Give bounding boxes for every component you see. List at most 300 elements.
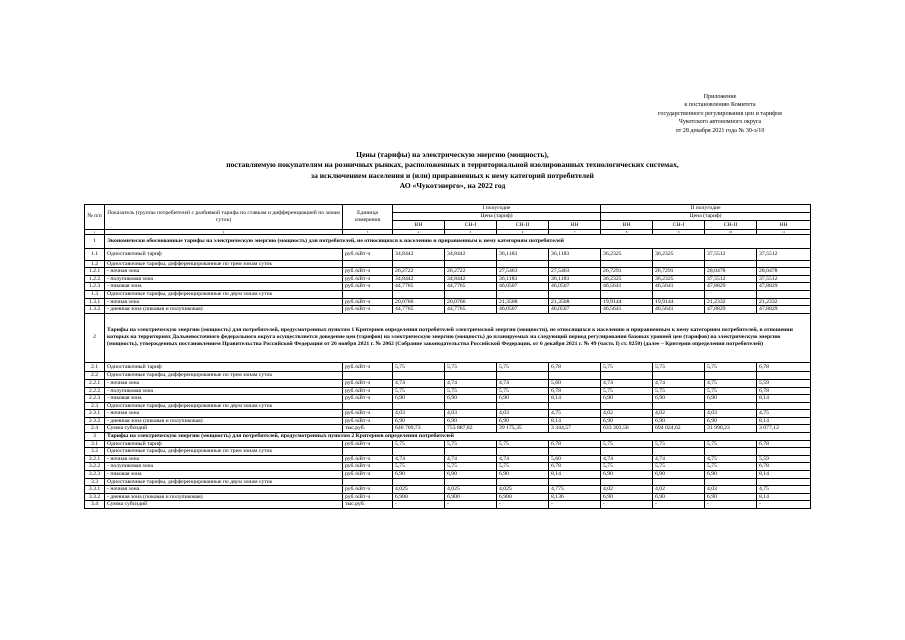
- header-level-cell: ВН: [393, 221, 445, 229]
- value-cell: 4,03: [445, 410, 497, 418]
- row-number: 2.3.2: [85, 417, 105, 425]
- column-index-cell: 9: [653, 229, 705, 235]
- value-cell: 4,025: [497, 486, 549, 494]
- value-cell: 4,02: [653, 486, 705, 494]
- row-number: 1.1: [85, 249, 105, 261]
- title-line: поставляемую покупателям на розничных рынках, расположенных в территориальной изолированных технологических системах,: [226, 160, 679, 170]
- row-label: - полупиковая зона: [105, 463, 343, 471]
- row-number: 1.2: [85, 260, 105, 268]
- table-row: [85, 313, 811, 362]
- value-cell: 8,14: [757, 395, 811, 403]
- row-number: 1.2.2: [85, 275, 105, 283]
- value-cell: 6,900: [393, 493, 445, 501]
- row-unit: руб./кВт·ч: [343, 417, 393, 425]
- value-cell: 5,60: [549, 379, 601, 387]
- header-half-2: II полугодие: [601, 205, 811, 213]
- header-level-cell: НН: [549, 221, 601, 229]
- value-cell: [757, 448, 811, 456]
- header-level-cell: СН-II: [705, 221, 757, 229]
- column-index-cell: 1: [85, 229, 105, 235]
- row-unit: руб./кВт·ч: [343, 387, 393, 395]
- value-cell: [653, 372, 705, 380]
- row-unit: руб./кВт·ч: [343, 493, 393, 501]
- value-cell: [757, 260, 811, 268]
- value-cell: 4,02: [601, 410, 653, 418]
- table-row: [85, 372, 811, 380]
- column-index-cell: 6: [497, 229, 549, 235]
- row-number: 3.2.2: [85, 463, 105, 471]
- value-cell: 5,75: [393, 362, 445, 372]
- value-cell: [549, 372, 601, 380]
- value-cell: 640 709,73: [393, 425, 445, 433]
- value-cell: 694 024,62: [653, 425, 705, 433]
- value-cell: 31 990,23: [705, 425, 757, 433]
- table-row: [85, 448, 811, 456]
- row-number: 1.3.1: [85, 298, 105, 306]
- value-cell: 36,1183: [549, 249, 601, 261]
- value-cell: 5,75: [497, 362, 549, 372]
- row-number: 2.2.2: [85, 387, 105, 395]
- value-cell: [445, 402, 497, 410]
- table-row: [85, 425, 811, 433]
- value-cell: [653, 402, 705, 410]
- value-cell: 6,90: [601, 493, 653, 501]
- value-cell: -: [549, 501, 601, 509]
- value-cell: [497, 260, 549, 268]
- row-unit: руб./кВт·ч: [343, 410, 393, 418]
- value-cell: [393, 372, 445, 380]
- row-label: Одноставочный тариф: [105, 440, 343, 448]
- row-number: 3.3.2: [85, 493, 105, 501]
- value-cell: 36,2325: [653, 249, 705, 261]
- value-cell: 5,75: [705, 387, 757, 395]
- row-label: Одноставочные тарифы, дифференцированные по двум зонам суток: [105, 478, 343, 486]
- row-label: - пиковая зона: [105, 471, 343, 479]
- value-cell: [393, 290, 445, 298]
- value-cell: 36,2325: [601, 249, 653, 261]
- value-cell: 6,90: [705, 417, 757, 425]
- value-cell: [653, 478, 705, 486]
- title-line: Цены (тарифы) на электрическую энергию (мощность),: [356, 150, 549, 159]
- value-cell: 4,02: [601, 486, 653, 494]
- value-cell: 5,75: [445, 387, 497, 395]
- header-num: № п/п: [85, 205, 105, 230]
- value-cell: [757, 478, 811, 486]
- value-cell: 6,90: [653, 395, 705, 403]
- value-cell: 37,5512: [757, 249, 811, 261]
- row-label: Одноставочный тариф: [105, 249, 343, 261]
- value-cell: [601, 372, 653, 380]
- value-cell: [601, 402, 653, 410]
- value-cell: 5,75: [705, 440, 757, 448]
- row-unit: руб./кВт·ч: [343, 486, 393, 494]
- value-cell: 4,75: [757, 410, 811, 418]
- value-cell: 4,74: [653, 455, 705, 463]
- value-cell: [653, 448, 705, 456]
- value-cell: 4,74: [393, 379, 445, 387]
- value-cell: 4,03: [705, 410, 757, 418]
- table-row: [85, 283, 811, 291]
- row-number: 2.1: [85, 362, 105, 372]
- value-cell: 8,14: [757, 417, 811, 425]
- document-title: [95, 150, 810, 191]
- value-cell: 4,74: [497, 455, 549, 463]
- row-unit: руб./кВт·ч: [343, 471, 393, 479]
- value-cell: 5,75: [393, 463, 445, 471]
- value-cell: 6,90: [497, 471, 549, 479]
- value-cell: [497, 290, 549, 298]
- value-cell: [445, 260, 497, 268]
- value-cell: 36,1183: [549, 275, 601, 283]
- value-cell: 47,8829: [757, 306, 811, 314]
- approval-block: [590, 93, 850, 135]
- row-number: 2.4: [85, 425, 105, 433]
- row-unit: [343, 478, 393, 486]
- value-cell: 6,78: [549, 463, 601, 471]
- row-unit: руб./кВт·ч: [343, 362, 393, 372]
- row-unit: руб./кВт·ч: [343, 395, 393, 403]
- tariff-table: [84, 204, 811, 509]
- value-cell: [601, 290, 653, 298]
- value-cell: 4,75: [757, 486, 811, 494]
- row-label: Одноставочные тарифы, дифференцированные по трем зонам суток: [105, 372, 343, 380]
- value-cell: [497, 402, 549, 410]
- row-label: Одноставочные тарифы, дифференцированные по трем зонам суток: [105, 260, 343, 268]
- value-cell: 6,90: [445, 471, 497, 479]
- value-cell: 46,5641: [601, 306, 653, 314]
- value-cell: 44,7765: [445, 283, 497, 291]
- value-cell: 46,5641: [653, 306, 705, 314]
- table-row: [85, 417, 811, 425]
- table-row: [85, 455, 811, 463]
- table-row: [85, 268, 811, 276]
- column-index-cell: 10: [705, 229, 757, 235]
- value-cell: [601, 448, 653, 456]
- value-cell: [705, 448, 757, 456]
- value-cell: 19,9144: [601, 298, 653, 306]
- value-cell: 6,900: [497, 493, 549, 501]
- value-cell: 8,14: [757, 471, 811, 479]
- value-cell: 37,5512: [705, 275, 757, 283]
- value-cell: [393, 448, 445, 456]
- value-cell: 4,03: [497, 410, 549, 418]
- value-cell: -: [445, 501, 497, 509]
- header-row: [85, 205, 811, 213]
- row-unit: [343, 290, 393, 298]
- value-cell: 6,90: [497, 395, 549, 403]
- row-unit: [343, 448, 393, 456]
- value-cell: 8,14: [757, 493, 811, 501]
- value-cell: 3 077,12: [757, 425, 811, 433]
- value-cell: 8,136: [549, 493, 601, 501]
- value-cell: 36,2325: [601, 275, 653, 283]
- value-cell: [705, 478, 757, 486]
- header-half-1: I полугодие: [393, 205, 601, 213]
- row-unit: руб./кВт·ч: [343, 268, 393, 276]
- value-cell: 34,8442: [445, 275, 497, 283]
- value-cell: -: [601, 501, 653, 509]
- value-cell: 5,75: [445, 362, 497, 372]
- value-cell: 5,75: [497, 440, 549, 448]
- header-price-2: Цена (тариф): [601, 213, 811, 221]
- value-cell: 8,14: [549, 417, 601, 425]
- value-cell: 4,74: [393, 455, 445, 463]
- value-cell: 5,75: [497, 463, 549, 471]
- value-cell: 8,14: [549, 395, 601, 403]
- table-row: [85, 260, 811, 268]
- row-unit: [343, 372, 393, 380]
- value-cell: [445, 448, 497, 456]
- value-cell: [549, 478, 601, 486]
- value-cell: 4,03: [393, 410, 445, 418]
- value-cell: 36,1183: [497, 249, 549, 261]
- value-cell: 46,0507: [497, 306, 549, 314]
- row-number: 2.2.3: [85, 395, 105, 403]
- header-level-cell: СН-I: [653, 221, 705, 229]
- column-index-cell: 5: [445, 229, 497, 235]
- value-cell: 4,03: [705, 486, 757, 494]
- row-label: - дневная зона (пиковая и полупиковая): [105, 493, 343, 501]
- value-cell: 5,75: [445, 463, 497, 471]
- row-label: Одноставочные тарифы, дифференцированные по трем зонам суток: [105, 448, 343, 456]
- value-cell: [705, 290, 757, 298]
- value-cell: 5,75: [601, 387, 653, 395]
- row-number: 3.2.1: [85, 455, 105, 463]
- value-cell: [549, 260, 601, 268]
- value-cell: 4,74: [445, 455, 497, 463]
- value-cell: 36,1183: [497, 275, 549, 283]
- value-cell: [549, 290, 601, 298]
- value-cell: 28,0478: [757, 268, 811, 276]
- value-cell: 20,0766: [393, 298, 445, 306]
- value-cell: [445, 290, 497, 298]
- header-level-cell: СН-I: [445, 221, 497, 229]
- row-unit: руб./кВт·ч: [343, 455, 393, 463]
- value-cell: 6,90: [445, 395, 497, 403]
- value-cell: 4,74: [445, 379, 497, 387]
- value-cell: 21,2332: [757, 298, 811, 306]
- section-title: Тарифы на электрическую энергию (мощность) для потребителей, предусмотренных пунктом 2 Критериев определения потребителей: [105, 433, 811, 441]
- row-label: - ночная зона: [105, 410, 343, 418]
- value-cell: 39 175,35: [497, 425, 549, 433]
- table-row: [85, 493, 811, 501]
- row-unit: тыс.руб.: [343, 501, 393, 509]
- value-cell: 46,5641: [653, 283, 705, 291]
- value-cell: 6,90: [653, 471, 705, 479]
- column-index-cell: 8: [601, 229, 653, 235]
- value-cell: 4,775: [549, 486, 601, 494]
- row-number: 2.2: [85, 372, 105, 380]
- value-cell: -: [393, 501, 445, 509]
- column-index-cell: 3: [343, 229, 393, 235]
- row-label: - ночная зона: [105, 486, 343, 494]
- value-cell: 4,74: [601, 455, 653, 463]
- value-cell: [497, 372, 549, 380]
- value-cell: 6,90: [653, 493, 705, 501]
- row-number: 3.2: [85, 448, 105, 456]
- value-cell: [549, 402, 601, 410]
- table-row: [85, 362, 811, 372]
- value-cell: [393, 478, 445, 486]
- value-cell: 27,5463: [497, 268, 549, 276]
- value-cell: 6,90: [601, 471, 653, 479]
- value-cell: 6,78: [757, 463, 811, 471]
- section-number: 2: [85, 313, 105, 362]
- value-cell: -: [497, 501, 549, 509]
- row-label: Одноставочные тарифы, дифференцированные по двум зонам суток: [105, 402, 343, 410]
- table-row: [85, 235, 811, 249]
- value-cell: 26,7291: [601, 268, 653, 276]
- value-cell: 4,025: [445, 486, 497, 494]
- value-cell: 46,0507: [497, 283, 549, 291]
- value-cell: [497, 478, 549, 486]
- row-label: - ночная зона: [105, 379, 343, 387]
- row-unit: руб./кВт·ч: [343, 283, 393, 291]
- value-cell: 4,02: [653, 410, 705, 418]
- table-row: [85, 471, 811, 479]
- value-cell: [705, 402, 757, 410]
- value-cell: 6,90: [497, 417, 549, 425]
- value-cell: 4,75: [705, 379, 757, 387]
- table-row: [85, 387, 811, 395]
- value-cell: 34,8442: [393, 249, 445, 261]
- value-cell: [653, 260, 705, 268]
- approval-line: к постановлению Комитета: [684, 102, 756, 109]
- row-unit: руб./кВт·ч: [343, 249, 393, 261]
- row-unit: руб./кВт·ч: [343, 440, 393, 448]
- table-row: [85, 275, 811, 283]
- section-number: 1: [85, 235, 105, 249]
- table-row: [85, 249, 811, 261]
- table-row: [85, 463, 811, 471]
- row-unit: руб./кВт·ч: [343, 275, 393, 283]
- table-row: [85, 433, 811, 441]
- value-cell: [705, 260, 757, 268]
- header-price-1: Цена (тариф): [393, 213, 601, 221]
- row-label: - дневная зона (пиковая и полупиковая): [105, 417, 343, 425]
- row-number: 3.1: [85, 440, 105, 448]
- value-cell: 6,90: [705, 471, 757, 479]
- value-cell: [705, 372, 757, 380]
- value-cell: [393, 260, 445, 268]
- section-number: 3: [85, 433, 105, 441]
- value-cell: [757, 290, 811, 298]
- value-cell: 37,5512: [705, 249, 757, 261]
- value-cell: 46,5641: [601, 283, 653, 291]
- value-cell: 753 887,82: [445, 425, 497, 433]
- row-label: - ночная зона: [105, 298, 343, 306]
- value-cell: 5,75: [705, 463, 757, 471]
- value-cell: 6,90: [601, 395, 653, 403]
- value-cell: [393, 402, 445, 410]
- row-unit: руб./кВт·ч: [343, 379, 393, 387]
- value-cell: 47,8829: [705, 283, 757, 291]
- value-cell: 4,75: [705, 455, 757, 463]
- value-cell: 44,7765: [393, 306, 445, 314]
- row-label: Одноставочные тарифы, дифференцированные по двум зонам суток: [105, 290, 343, 298]
- row-label: - ночная зона: [105, 268, 343, 276]
- value-cell: 5,75: [393, 440, 445, 448]
- approval-line: от 28 декабря 2021 года № 30-э/10: [675, 127, 765, 134]
- table-body: [85, 235, 811, 509]
- table-row: [85, 501, 811, 509]
- table-row: [85, 486, 811, 494]
- value-cell: 6,78: [549, 362, 601, 372]
- row-label: - полупиковая зона: [105, 275, 343, 283]
- table-row: [85, 298, 811, 306]
- value-cell: [445, 478, 497, 486]
- value-cell: 26,2722: [393, 268, 445, 276]
- title-line: АО «Чукотэнерго», на 2022 год: [399, 180, 506, 190]
- row-label: - ночная зона: [105, 455, 343, 463]
- value-cell: 6,90: [601, 417, 653, 425]
- value-cell: 47,8829: [757, 283, 811, 291]
- value-cell: 5,59: [757, 379, 811, 387]
- column-index-cell: 4: [393, 229, 445, 235]
- row-number: 3.4: [85, 501, 105, 509]
- value-cell: 6,78: [757, 440, 811, 448]
- value-cell: [653, 290, 705, 298]
- row-label: - пиковая зона: [105, 283, 343, 291]
- value-cell: 5,75: [601, 463, 653, 471]
- header-level-cell: НН: [757, 221, 811, 229]
- value-cell: 5,75: [705, 362, 757, 372]
- value-cell: 6,90: [393, 395, 445, 403]
- row-number: 1.2.1: [85, 268, 105, 276]
- approval-line: государственного регулирования цен и тарифов: [657, 110, 783, 117]
- value-cell: [497, 448, 549, 456]
- value-cell: [601, 478, 653, 486]
- value-cell: 6,90: [705, 395, 757, 403]
- value-cell: 4,025: [393, 486, 445, 494]
- value-cell: 5,75: [653, 440, 705, 448]
- value-cell: 36,2325: [653, 275, 705, 283]
- row-number: 2.3: [85, 402, 105, 410]
- value-cell: 6,78: [757, 387, 811, 395]
- row-unit: руб./кВт·ч: [343, 298, 393, 306]
- section-title: Экономически обоснованные тарифы на электрическую энергию (мощность) для потребителей, не относящихся к населению и приравненным к нему категориям потребителей: [105, 235, 811, 249]
- column-index-cell: 7: [549, 229, 601, 235]
- value-cell: 46,0507: [549, 283, 601, 291]
- table-row: [85, 395, 811, 403]
- table-row: [85, 402, 811, 410]
- value-cell: -: [705, 501, 757, 509]
- row-label: - пиковая зона: [105, 395, 343, 403]
- value-cell: 6,78: [757, 362, 811, 372]
- title-line: за исключением населения и (или) приравненных к нему категорий потребителей: [311, 170, 594, 180]
- value-cell: 5,75: [445, 440, 497, 448]
- value-cell: 21,3508: [549, 298, 601, 306]
- value-cell: 44,7765: [445, 306, 497, 314]
- header-level-cell: СН-II: [497, 221, 549, 229]
- approval-line: Приложение: [703, 94, 737, 100]
- approval-line: Чукотского автономного округа: [678, 119, 762, 126]
- value-cell: 44,7765: [393, 283, 445, 291]
- table-row: [85, 440, 811, 448]
- table-row: [85, 379, 811, 387]
- table-row: [85, 410, 811, 418]
- value-cell: 37,5512: [757, 275, 811, 283]
- value-cell: 6,78: [549, 387, 601, 395]
- value-cell: 34,8442: [393, 275, 445, 283]
- row-unit: [343, 402, 393, 410]
- value-cell: 26,2722: [445, 268, 497, 276]
- table-row: [85, 290, 811, 298]
- value-cell: 5,75: [393, 387, 445, 395]
- value-cell: 4,75: [549, 410, 601, 418]
- value-cell: 4,74: [601, 379, 653, 387]
- row-unit: руб./кВт·ч: [343, 463, 393, 471]
